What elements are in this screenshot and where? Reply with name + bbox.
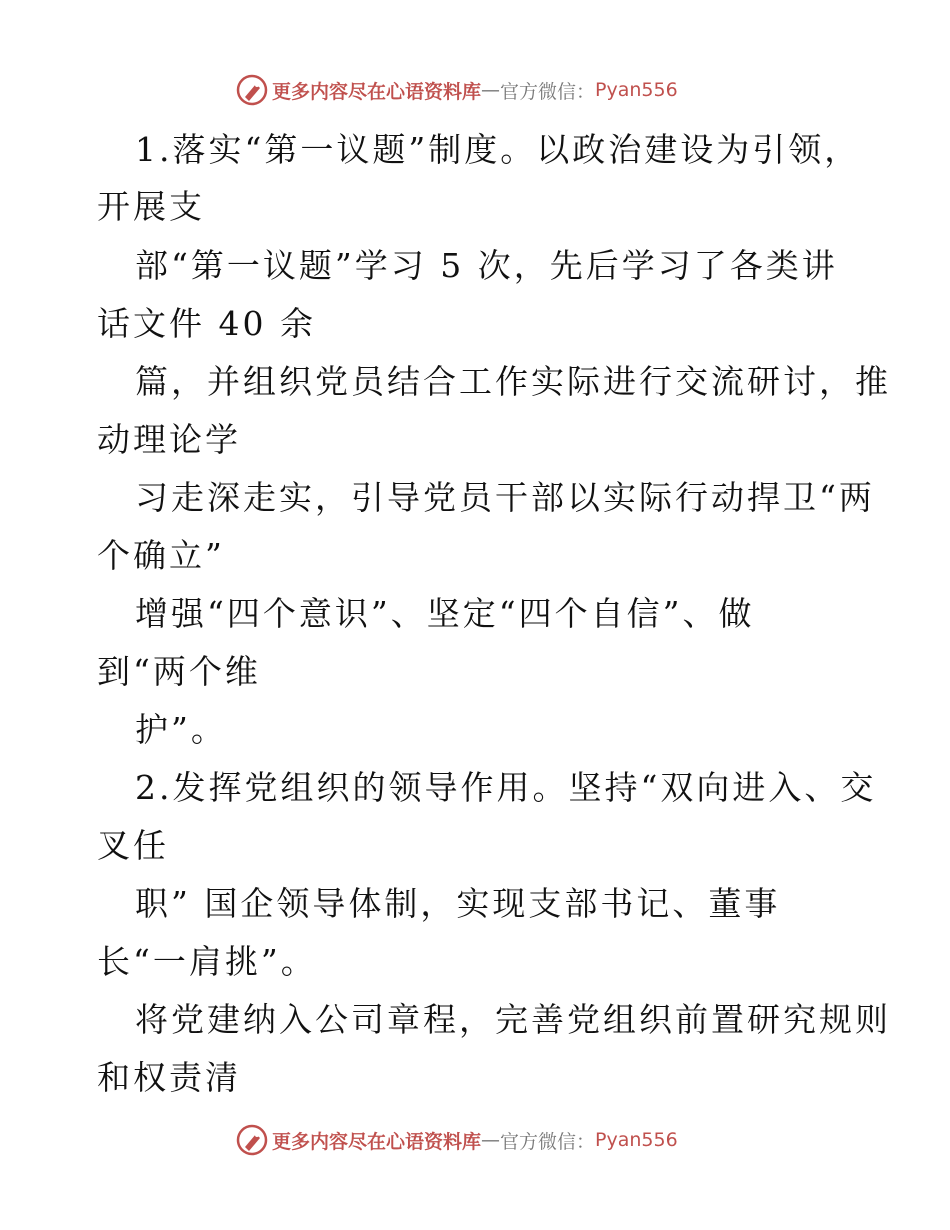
text-line: 开展支 <box>97 187 205 226</box>
text-line: 1.落实“第一议题”制度。以政治建设为引领， <box>135 130 861 169</box>
text-line: 长“一肩挑”。 <box>97 942 317 981</box>
text-line: 职” 国企领导体制，实现支部书记、董事 <box>135 884 781 923</box>
text-line: 部“第一议题”学习 5 次，先后学习了各类讲 <box>135 246 838 285</box>
text-line: 护”。 <box>135 710 227 749</box>
text-line: 习走深走实，引导党员干部以实际行动捍卫“两 <box>135 478 875 517</box>
pen-nib-logo-icon <box>236 74 268 106</box>
banner-dash: — <box>481 79 501 101</box>
banner-wechat-id: Pyan556 <box>595 79 678 101</box>
text-line: 和权责清 <box>97 1058 241 1097</box>
header-banner <box>236 72 678 108</box>
text-line: 2.发挥党组织的领导作用。坚持“双向进入、交 <box>135 768 877 807</box>
banner-main-text: 更多内容尽在心语资料库 <box>272 1130 482 1153</box>
banner-wechat-id: Pyan556 <box>595 1129 678 1151</box>
text-line: 将党建纳入公司章程，完善党组织前置研究规则 <box>135 1000 891 1039</box>
text-line: 增强“四个意识”、坚定“四个自信”、做 <box>135 594 755 633</box>
text-line: 动理论学 <box>97 420 241 459</box>
footer-banner <box>236 1122 678 1158</box>
banner-main-text: 更多内容尽在心语资料库 <box>272 80 482 103</box>
text-line: 篇，并组织党员结合工作实际进行交流研讨，推 <box>135 362 891 401</box>
pen-nib-logo-icon <box>236 1124 268 1156</box>
text-line: 个确立” <box>97 536 225 575</box>
banner-wechat-label: 官方微信： <box>500 1130 596 1153</box>
text-line: 话文件 40 余 <box>97 304 316 343</box>
text-line: 到“两个维 <box>97 652 261 691</box>
banner-dash: — <box>481 1129 501 1151</box>
banner-wechat-label: 官方微信： <box>500 80 596 103</box>
text-line: 叉任 <box>97 826 169 865</box>
